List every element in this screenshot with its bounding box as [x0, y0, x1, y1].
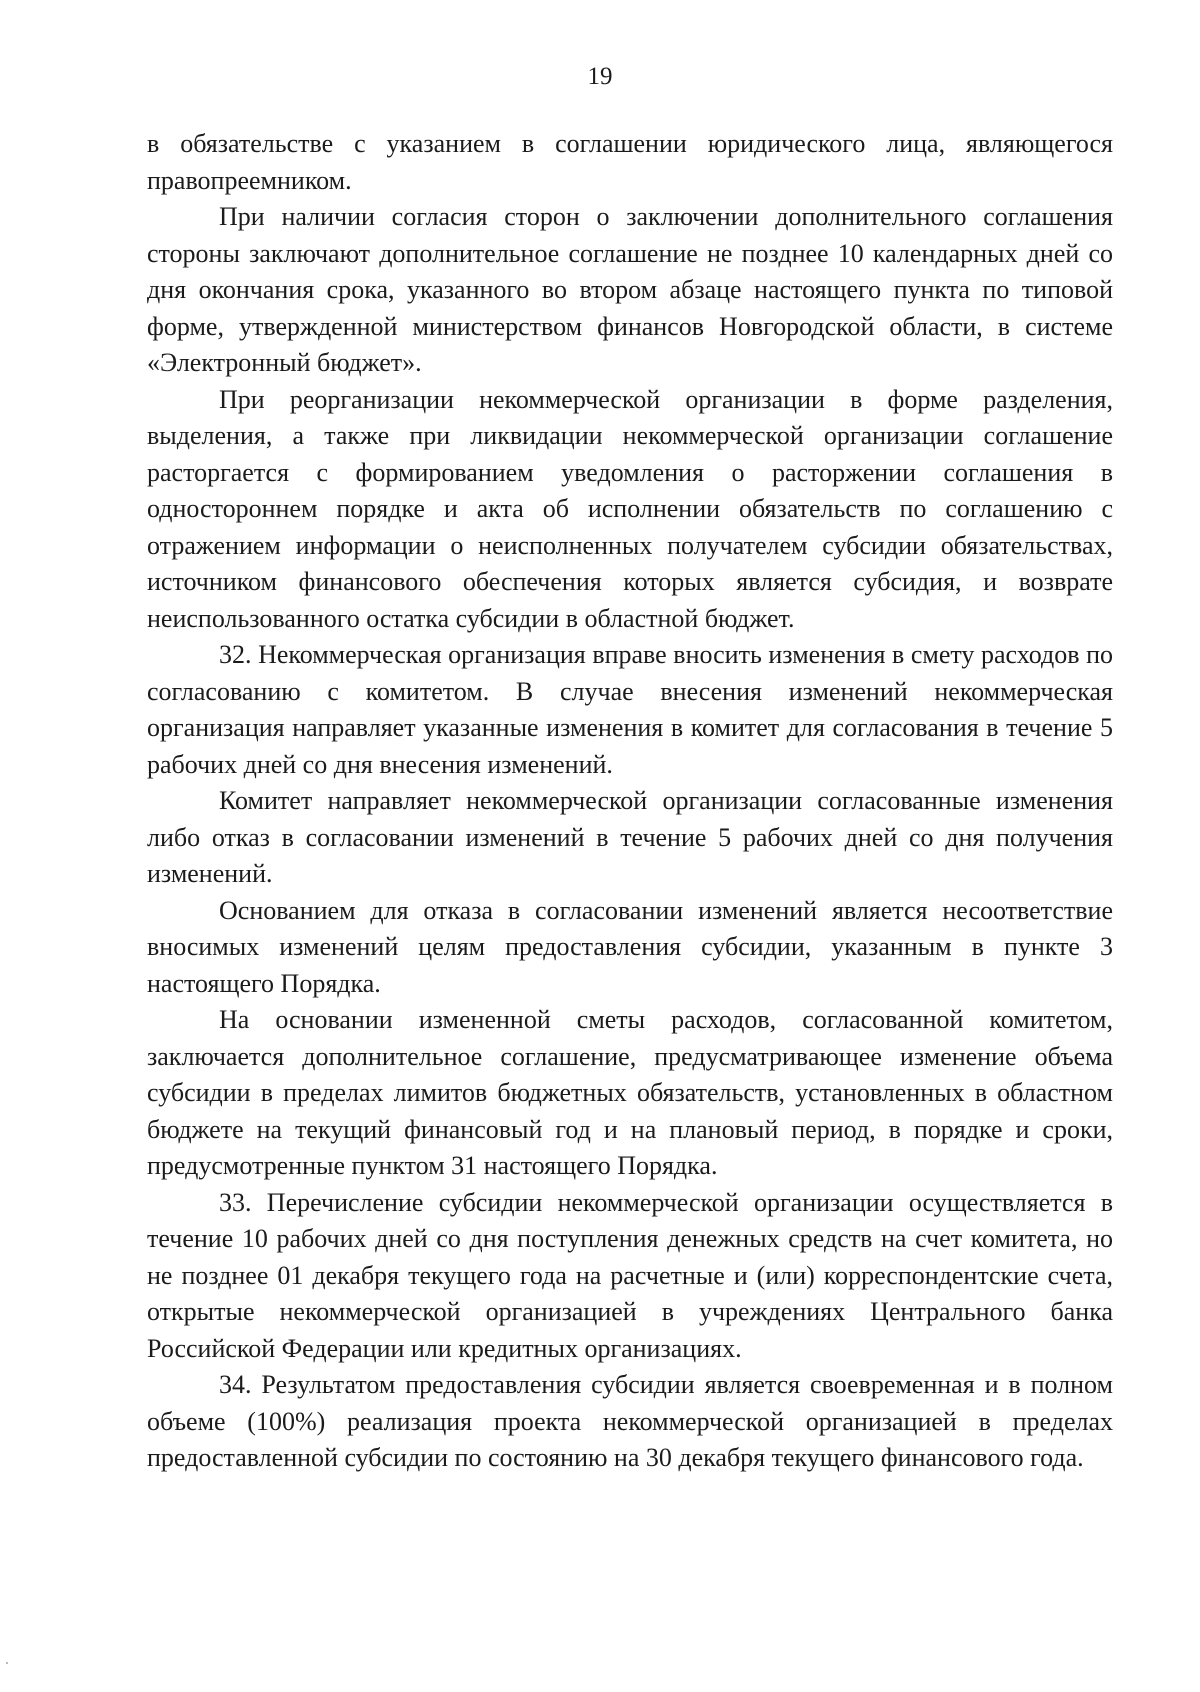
scan-speck: [6, 1662, 8, 1664]
paragraph-amended-estimate: На основании измененной сметы расходов, согласованной комитетом, заключается дополнительное соглашение, предусматривающее изменение объема субсидии в пределах лимитов бюджетных обязательств, установленных в областном бюджете на текущий финансовый год и на плановый период, в порядке и сроки, предусмотренные пунктом 31 настоящего Порядка.: [147, 1005, 1113, 1180]
paragraph-item-32: 32. Некоммерческая организация вправе вносить изменения в смету расходов по согласованию с комитетом. В случае внесения изменений некоммерческая организация направляет указанные изменения в комитет для согласования в течение 5 рабочих дней со дня внесения изменений.: [147, 640, 1113, 779]
paragraph-additional-agreement: При наличии согласия сторон о заключении дополнительного соглашения стороны заключают дополнительное соглашение не позднее 10 календарных дней со дня окончания срока, указанного во втором абзаце настоящего пункта по типовой форме, утвержденной министерством финансов Новгородской области, в системе «Электронный бюджет».: [147, 202, 1113, 377]
paragraph-refusal-grounds: Основанием для отказа в согласовании изменений является несоответствие вносимых изменений целям предоставления субсидии, указанным в пункте 3 настоящего Порядка.: [147, 895, 1113, 998]
paragraph-continuation: в обязательстве с указанием в соглашении юридического лица, являющегося правопреемником.: [147, 129, 1113, 195]
paragraph-committee-response: Комитет направляет некоммерческой организации согласованные изменения либо отказ в согласовании изменений в течение 5 рабочих дней со дня получения изменений.: [147, 786, 1113, 888]
page-number: 19: [587, 63, 613, 90]
paragraph-item-33: 33. Перечисление субсидии некоммерческой организации осуществляется в течение 10 рабочих дней со дня поступления денежных средств на счет комитета, но не позднее 01 декабря текущего года на расчетные и (или) корреспондентские счета, открытые некоммерческой организацией в учреждениях Центрального банка Российской Федерации или кредитных организациях.: [147, 1187, 1113, 1363]
document-body: [147, 126, 1113, 1477]
paragraph-reorganization: При реорганизации некоммерческой организации в форме разделения, выделения, а также при ликвидации некоммерческой организации соглашение расторгается с формированием уведомления о расторжении соглашения в одностороннем порядке и акта об исполнении обязательств по соглашению с отражением информации о неисполненных получателем субсидии обязательствах, источником финансового обеспечения которых является субсидия, и возврате неиспользованного остатка субсидии в областной бюджет.: [147, 384, 1113, 633]
paragraph-item-34: 34. Результатом предоставления субсидии является своевременная и в полном объеме (100%) реализация проекта некоммерческой организацией в пределах предоставленной субсидии по состоянию на 30 декабря текущего финансового года.: [147, 1370, 1113, 1472]
